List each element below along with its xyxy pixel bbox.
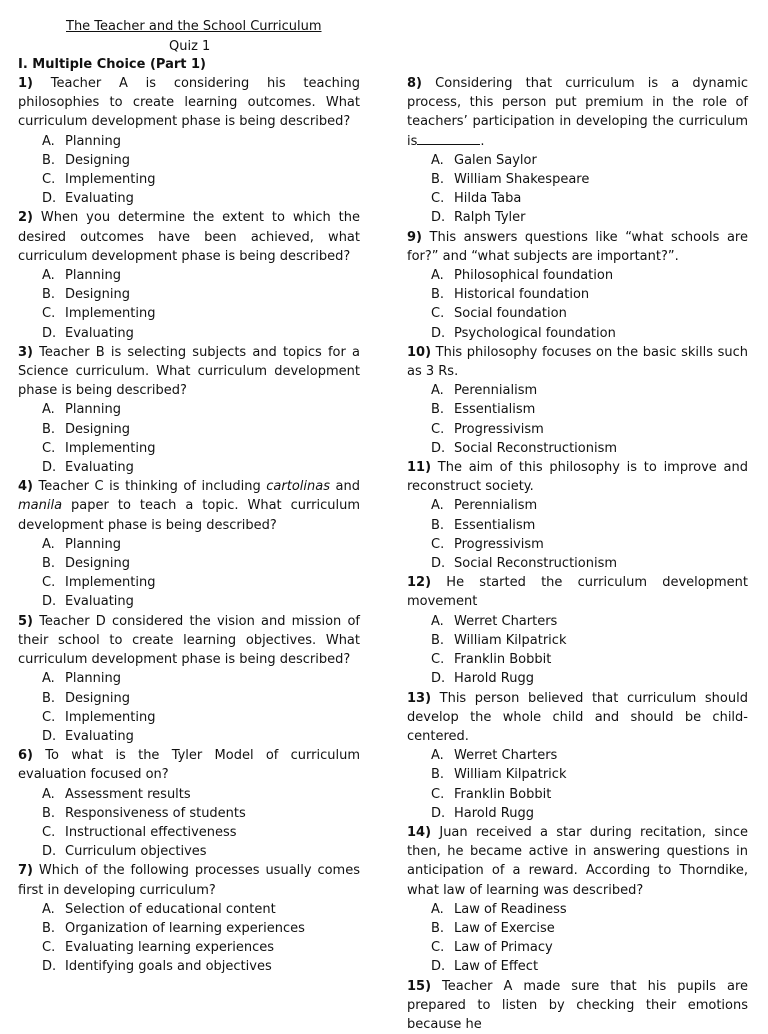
question-text: 8) Considering that curriculum is a dynamic process, this person put premium in the role of teachers’ participation in developing the curriculum is . <box>407 76 749 149</box>
option: D. Identifying goals and objectives <box>42 959 272 975</box>
left-column <box>18 74 360 977</box>
question-prompt: This philosophy focuses on the basic skills such as 3 Rs. <box>407 344 748 380</box>
document-title-row <box>0 17 768 37</box>
option-list <box>18 900 360 977</box>
option: A. Werret Charters <box>431 613 558 629</box>
option: B. Designing <box>42 556 130 572</box>
option: B. Responsiveness of students <box>42 805 246 821</box>
question-number: 11) <box>407 460 432 476</box>
option: D. Psychological foundation <box>431 325 616 341</box>
option-list <box>407 381 748 458</box>
question-prompt: Teacher B is selecting subjects and topics for a Science curriculum. What curriculum development phase is being described? <box>18 344 360 399</box>
question-prompt: This answers questions like “what schools are for?” and “what subjects are important?”. <box>407 229 748 264</box>
option: A. Planning <box>42 536 121 552</box>
question-number: 13) <box>407 690 432 706</box>
question-7 <box>18 861 360 976</box>
question-text <box>18 343 360 401</box>
option: D. Evaluating <box>42 728 134 744</box>
option-list <box>407 151 748 228</box>
question-prompt: Teacher A is considering his teaching philosophies to create learning outcomes. What curriculum development phase is being described? <box>18 76 360 130</box>
option: B. Law of Exercise <box>431 920 555 936</box>
question-text <box>18 746 360 784</box>
question-text <box>407 823 748 900</box>
option-list <box>18 132 360 209</box>
option: B. Essentialism <box>431 517 536 533</box>
document-title: The Teacher and the School Curriculum <box>66 19 322 34</box>
option: A. Planning <box>42 133 121 149</box>
option-list <box>18 266 360 343</box>
question-3 <box>18 343 360 477</box>
question-8 <box>407 74 748 228</box>
option: C. Implementing <box>42 575 156 591</box>
question-14 <box>407 823 748 977</box>
option: D. Harold Rugg <box>431 671 534 687</box>
question-number: 8) <box>407 76 422 91</box>
option-list <box>18 400 360 477</box>
option: D. Evaluating <box>42 594 134 610</box>
question-9 <box>407 228 748 343</box>
question-text <box>18 612 360 670</box>
option: D. Curriculum objectives <box>42 844 207 860</box>
question-text <box>407 343 748 381</box>
question-11 <box>407 458 748 573</box>
option: A. Assessment results <box>42 786 191 802</box>
question-number: 1) <box>18 76 33 91</box>
option: A. Perennialism <box>431 498 538 514</box>
question-number: 12) <box>407 575 432 591</box>
option: A. Planning <box>42 671 121 687</box>
option: C. Law of Primacy <box>431 940 553 956</box>
question-text <box>18 861 360 899</box>
option: C. Implementing <box>42 709 156 725</box>
option: A. Werret Charters <box>431 748 558 764</box>
question-number: 3) <box>18 344 33 360</box>
question-text <box>407 573 748 611</box>
question-text <box>407 977 748 1034</box>
option: D. Evaluating <box>42 191 134 207</box>
question-number: 5) <box>18 613 33 629</box>
option: C. Hilda Taba <box>431 191 522 207</box>
option: B. Essentialism <box>431 402 536 418</box>
option: B. Organization of learning experiences <box>42 920 305 936</box>
option: C. Franklin Bobbit <box>431 652 552 668</box>
option-list <box>18 785 360 862</box>
question-12 <box>407 573 748 688</box>
option: B. William Kilpatrick <box>431 767 567 783</box>
option: B. Designing <box>42 421 130 437</box>
option: A. Planning <box>42 402 121 418</box>
option: C. Franklin Bobbit <box>431 786 552 802</box>
question-prompt: Teacher D considered the vision and mission of their school to create learning objectives. What curriculum development phase is being described? <box>18 613 360 668</box>
question-prompt: Juan received a star during recitation, since then, he became active in answering questions in anticipation of a reward. According to Thorndike, what law of learning was described? <box>407 824 748 898</box>
question-prompt: Considering that curriculum is a dynamic process, this person put premium in the role of teachers’ participation in developing the curriculum is <box>407 76 749 149</box>
option: A. Philosophical foundation <box>431 268 614 284</box>
question-6 <box>18 746 360 861</box>
option: C. Instructional effectiveness <box>42 824 237 840</box>
option: C. Implementing <box>42 440 156 456</box>
question-4 <box>18 477 360 611</box>
option: B. William Shakespeare <box>431 172 590 188</box>
option-list <box>18 535 360 612</box>
option-list <box>407 496 748 573</box>
italic-term: manila <box>18 498 63 514</box>
option-list <box>407 746 748 823</box>
option: B. Designing <box>42 287 130 303</box>
answer-blank <box>417 132 480 145</box>
question-prompt: To what is the Tyler Model of curriculum evaluation focused on? <box>18 748 360 783</box>
question-text <box>18 74 360 132</box>
option: B. Designing <box>42 152 130 168</box>
option: A. Perennialism <box>431 383 538 399</box>
question-text <box>18 208 360 266</box>
option: B. Designing <box>42 690 130 706</box>
question-prompt: This person believed that curriculum should develop the whole child and should be child-centered. <box>407 690 748 744</box>
option: A. Planning <box>42 268 121 284</box>
right-column <box>407 74 748 1034</box>
option: D. Social Reconstructionism <box>431 556 618 572</box>
option-list <box>18 669 360 746</box>
option: D. Ralph Tyler <box>431 210 526 226</box>
question-prompt: Which of the following processes usually comes first in developing curriculum? <box>18 863 360 898</box>
question-number: 14) <box>407 824 432 840</box>
question-number: 10) <box>407 344 432 360</box>
option: D. Evaluating <box>42 325 134 341</box>
italic-term: cartolinas <box>266 479 330 495</box>
option: B. Historical foundation <box>431 287 590 303</box>
question-1 <box>18 74 360 208</box>
option: C. Implementing <box>42 172 156 188</box>
option-list <box>407 612 748 689</box>
question-5 <box>18 612 360 746</box>
quiz-label: Quiz 1 <box>169 39 211 54</box>
option: D. Law of Effect <box>431 959 539 975</box>
question-prompt: The aim of this philosophy is to improve and reconstruct society. <box>407 460 748 495</box>
question-number: 6) <box>18 748 33 764</box>
question-text <box>407 458 748 496</box>
question-text: 4) Teacher C is thinking of including cartolinas and manila paper to teach a topic. What curriculum development phase is being described? <box>18 479 360 533</box>
option: A. Selection of educational content <box>42 901 276 917</box>
question-prompt: When you determine the extent to which the desired outcomes have been achieved, what curriculum development phase is being described? <box>18 210 360 264</box>
option: D. Evaluating <box>42 460 134 476</box>
question-number: 15) <box>407 978 432 994</box>
section-heading: I. Multiple Choice (Part 1) <box>18 57 206 72</box>
option-list <box>407 266 748 343</box>
question-13 <box>407 689 748 823</box>
question-10 <box>407 343 748 458</box>
question-number: 2) <box>18 210 33 226</box>
question-number: 9) <box>407 229 422 245</box>
question-15 <box>407 977 748 1034</box>
option: B. William Kilpatrick <box>431 632 567 648</box>
question-prompt: Teacher A made sure that his pupils are prepared to listen by checking their emotions because he <box>407 978 749 1032</box>
option: C. Implementing <box>42 306 156 322</box>
question-number: 7) <box>18 863 33 879</box>
option-list <box>407 900 748 977</box>
option: C. Progressivism <box>431 421 544 437</box>
question-text <box>407 689 748 747</box>
question-text <box>407 228 748 266</box>
option: C. Evaluating learning experiences <box>42 940 275 956</box>
option: C. Social foundation <box>431 306 567 322</box>
option: D. Harold Rugg <box>431 805 534 821</box>
option: C. Progressivism <box>431 536 544 552</box>
option: D. Social Reconstructionism <box>431 440 618 456</box>
option: A. Law of Readiness <box>431 901 567 917</box>
option: A. Galen Saylor <box>431 152 537 168</box>
question-prompt: He started the curriculum development movement <box>407 575 748 610</box>
question-2 <box>18 208 360 342</box>
question-number: 4) <box>18 479 33 495</box>
